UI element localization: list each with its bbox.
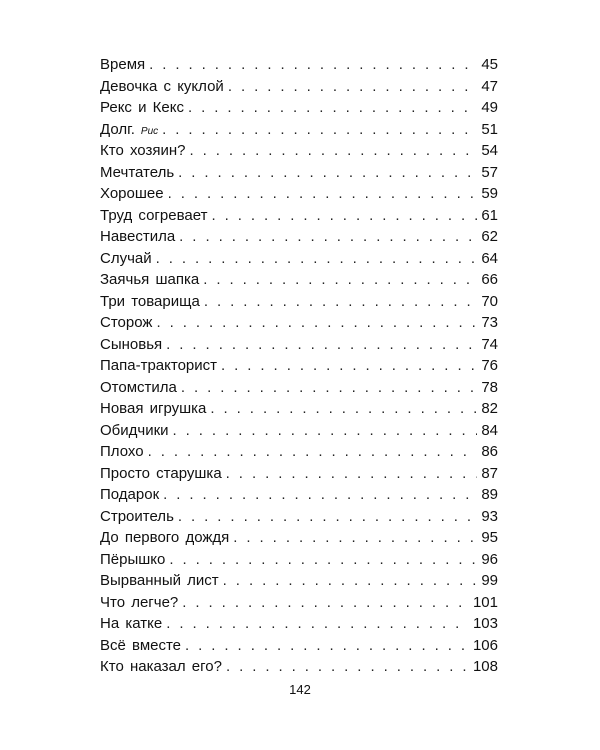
toc-entry-title: Сторож [100,314,153,331]
dot-leader [223,570,478,592]
toc-entry [100,312,498,334]
toc-entry [100,420,498,442]
toc-entry-title: Кто наказал его? [100,658,222,675]
toc-entry-title: До первого дождя [100,529,230,546]
dot-leader [166,613,469,635]
toc-entry-title: Навестила [100,228,176,245]
toc-entry-title: Пёрышко [100,550,166,568]
dot-leader [182,592,469,614]
toc-entry-page-number: 82 [481,400,498,417]
toc-entry [100,527,498,549]
toc-entry-page-number: 96 [481,550,498,568]
toc-entry [100,291,498,313]
toc-entry [100,613,498,635]
toc-entry-title: Отомстила [100,378,177,396]
toc-entry [100,592,498,614]
toc-entry-page-number: 66 [481,271,498,288]
toc-entry-title: Папа-тракторист [100,357,218,374]
toc-entry-title: Строитель [100,507,174,525]
dot-leader [210,398,477,420]
toc-entry-title: Подарок [100,486,160,503]
toc-entry [100,248,498,270]
toc-entry-page-number: 84 [481,421,498,439]
toc-entry-page-number: 74 [481,335,498,353]
toc-entry-title: Сыновья [100,335,163,353]
toc-entry-title: Девочка с куклой [100,77,224,95]
toc-entry-page-number: 106 [472,636,498,654]
toc-entry-page-number: 78 [481,378,498,396]
dot-leader [226,656,469,678]
toc-entry-title: Труд согревает [100,206,208,224]
toc-entry [100,441,498,463]
toc-entry-illustrator: Рис [140,125,159,137]
toc-entry-page-number: 99 [481,572,498,589]
toc-entry-title: Рекс и Кекс [100,99,184,116]
toc-entry-title: На катке [100,615,163,632]
toc-entry-page-number: 49 [481,99,498,116]
toc-entry [100,205,498,227]
toc-entry-page-number: 57 [481,163,498,181]
dot-leader [173,420,478,442]
toc-entry-page-number: 54 [481,142,498,159]
toc-entry-page-number: 64 [481,249,498,267]
dot-leader [221,355,477,377]
toc-entry-page-number: 70 [481,292,498,310]
toc-entry [100,334,498,356]
toc-entry [100,97,498,119]
toc-entry-page-number: 51 [481,120,498,138]
toc-entry-page-number: 101 [472,593,498,611]
table-of-contents [100,54,498,678]
dot-leader [228,76,478,98]
toc-entry-title: Плохо [100,443,144,460]
toc-entry [100,119,498,141]
toc-entry [100,76,498,98]
toc-entry-page-number: 93 [481,507,498,525]
toc-entry [100,355,498,377]
toc-entry-title: Случай [100,249,152,267]
dot-leader [156,312,477,334]
toc-entry [100,570,498,592]
dot-leader [178,162,477,184]
toc-entry-page-number: 62 [481,228,498,245]
toc-entry [100,656,498,678]
toc-entry-page-number: 89 [481,486,498,503]
toc-entry-page-number: 45 [481,56,498,73]
toc-entry-page-number: 76 [481,357,498,374]
toc-entry [100,635,498,657]
toc-entry [100,463,498,485]
dot-leader [179,226,477,248]
toc-entry-page-number: 87 [481,464,498,482]
toc-entry-page-number: 108 [472,658,498,675]
page-number: 142 [289,682,311,697]
toc-entry-page-number: 61 [481,206,498,224]
toc-entry-title: Обидчики [100,421,169,439]
dot-leader [226,463,478,485]
dot-leader [204,291,478,313]
dot-leader [148,441,478,463]
toc-entry-page-number: 47 [481,77,498,95]
toc-entry-title: Мечтатель [100,163,175,181]
dot-leader [163,484,477,506]
dot-leader [168,183,478,205]
dot-leader [188,97,477,119]
dot-leader [169,549,477,571]
toc-entry-page-number: 73 [481,314,498,331]
toc-entry [100,549,498,571]
dot-leader [185,635,469,657]
toc-entry-title: Новая игрушка [100,400,207,417]
dot-leader [162,119,477,141]
toc-entry-title: Хорошее [100,185,164,202]
toc-entry-page-number: 103 [472,615,498,632]
dot-leader [211,205,477,227]
toc-entry [100,162,498,184]
toc-entry-title: Кто хозяин? [100,142,186,159]
toc-entry [100,183,498,205]
toc-entry [100,484,498,506]
toc-entry [100,226,498,248]
toc-entry-title: Вырванный лист [100,572,219,589]
toc-entry [100,140,498,162]
toc-entry-title: Заячья шапка [100,271,200,288]
dot-leader [233,527,477,549]
toc-entry [100,506,498,528]
toc-entry-title: Долг. [100,120,135,138]
toc-entry-title: Всё вместе [100,636,182,654]
dot-leader [203,269,477,291]
toc-entry [100,377,498,399]
toc-entry-page-number: 59 [481,185,498,202]
toc-entry-title: Три товарища [100,292,200,310]
toc-entry-title: Просто старушка [100,464,222,482]
dot-leader [189,140,477,162]
toc-entry [100,54,498,76]
dot-leader [178,506,477,528]
toc-entry-title: Что легче? [100,593,179,611]
dot-leader [156,248,478,270]
dot-leader [149,54,477,76]
toc-entry-page-number: 95 [481,529,498,546]
toc-entry [100,269,498,291]
dot-leader [166,334,477,356]
toc-entry-page-number: 86 [481,443,498,460]
toc-entry [100,398,498,420]
dot-leader [181,377,477,399]
toc-entry-title: Время [100,56,146,73]
